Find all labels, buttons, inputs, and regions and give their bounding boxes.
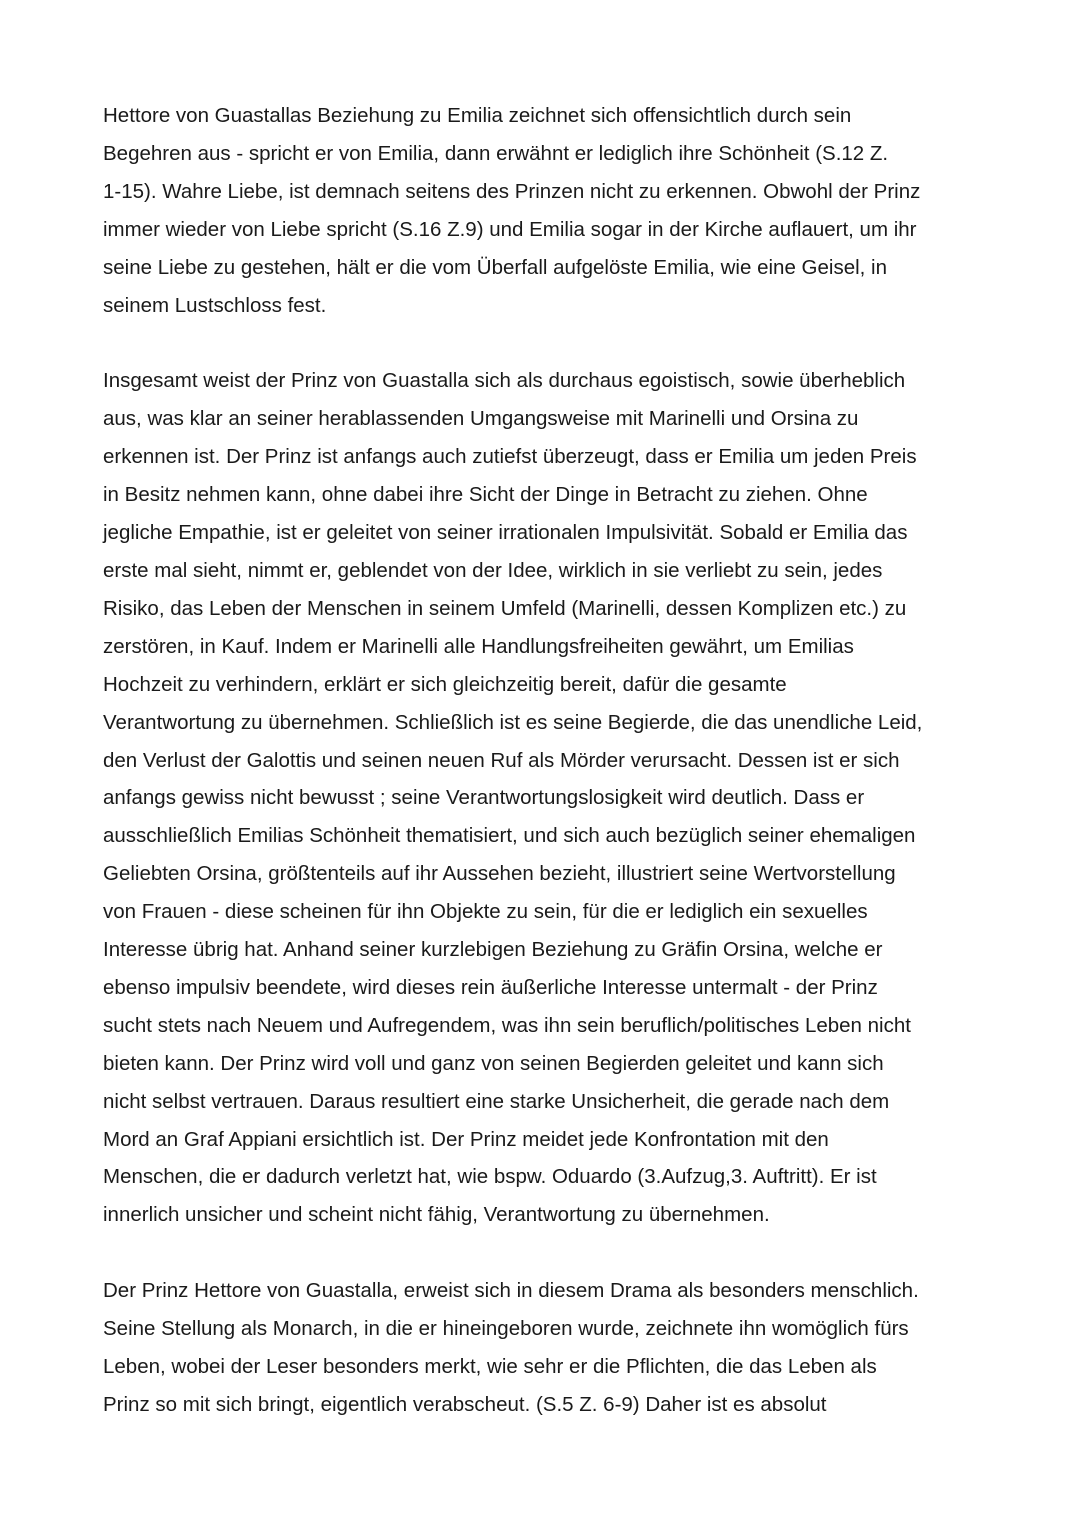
text-line: nicht selbst vertrauen. Daraus resultiert eine starke Unsicherheit, die gerade nach dem	[103, 1089, 890, 1113]
text-line: ausschließlich Emilias Schönheit thematisiert, und sich auch bezüglich seiner ehemaligen	[103, 824, 916, 848]
text-line: den Verlust der Galottis und seinen neuen Ruf als Mörder verursacht. Dessen ist er sich	[103, 748, 900, 772]
text-line: zerstören, in Kauf. Indem er Marinelli alle Handlungsfreiheiten gewährt, um Emilias	[103, 634, 854, 658]
text-line: bieten kann. Der Prinz wird voll und ganz von seinen Begierden geleitet und kann sich	[103, 1051, 884, 1075]
text-line: aus, was klar an seiner herablassenden Umgangsweise mit Marinelli und Orsina zu	[103, 407, 859, 431]
text-line: 1-15). Wahre Liebe, ist demnach seitens des Prinzen nicht zu erkennen. Obwohl der Prinz	[103, 179, 921, 203]
paragraph-1	[103, 97, 983, 324]
paragraph-spacer	[103, 324, 983, 362]
text-line: erkennen ist. Der Prinz ist anfangs auch zutiefst überzeugt, dass er Emilia um jeden Preis	[103, 445, 917, 469]
text-line: Leben, wobei der Leser besonders merkt, wie sehr er die Pflichten, die das Leben als	[103, 1355, 877, 1379]
text-line: Risiko, das Leben der Menschen in seinem Umfeld (Marinelli, dessen Komplizen etc.) zu	[103, 596, 907, 620]
paragraph-3	[103, 1272, 983, 1424]
text-line: Prinz so mit sich bringt, eigentlich verabscheut. (S.5 Z. 6-9) Daher ist es absolut	[103, 1393, 827, 1416]
text-line: erste mal sieht, nimmt er, geblendet von der Idee, wirklich in sie verliebt zu sein, jedes	[103, 558, 883, 582]
text-line: Interesse übrig hat. Anhand seiner kurzlebigen Beziehung zu Gräfin Orsina, welche er	[103, 938, 883, 962]
text-line: Begehren aus - spricht er von Emilia, dann erwähnt er lediglich ihre Schönheit (S.12 Z.	[103, 141, 889, 165]
text-line: Menschen, die er dadurch verletzt hat, wie bspw. Oduardo (3.Aufzug,3. Auftritt). Er ist	[103, 1165, 877, 1189]
document-body	[103, 97, 983, 1424]
text-line: Hettore von Guastallas Beziehung zu Emilia zeichnet sich offensichtlich durch sein	[103, 104, 852, 127]
text-line: jegliche Empathie, ist er geleitet von seiner irrationalen Impulsivität. Sobald er Emilia das	[103, 521, 908, 545]
text-line: immer wieder von Liebe spricht (S.16 Z.9) und Emilia sogar in der Kirche auflauert, um ihr	[103, 217, 917, 241]
text-line: anfangs gewiss nicht bewusst ; seine Verantwortungslosigkeit wird deutlich. Dass er	[103, 786, 865, 810]
text-line: Der Prinz Hettore von Guastalla, erweist sich in diesem Drama als besonders menschlich.	[103, 1279, 919, 1303]
text-line: sucht stets nach Neuem und Aufregendem, was ihn sein beruflich/politisches Leben nicht	[103, 1013, 911, 1037]
paragraph-2	[103, 362, 983, 1234]
text-line: seinem Lustschloss fest.	[103, 293, 327, 317]
text-line: Seine Stellung als Monarch, in die er hineingeboren wurde, zeichnete ihn womöglich fürs	[103, 1317, 909, 1341]
text-line: in Besitz nehmen kann, ohne dabei ihre Sicht der Dinge in Betracht zu ziehen. Ohne	[103, 483, 868, 507]
text-line: Insgesamt weist der Prinz von Guastalla sich als durchaus egoistisch, sowie überheblich	[103, 369, 906, 393]
text-line: ebenso impulsiv beendete, wird dieses rein äußerliche Interesse untermalt - der Prinz	[103, 975, 878, 999]
text-line: von Frauen - diese scheinen für ihn Objekte zu sein, für die er lediglich ein sexuelles	[103, 900, 868, 924]
text-line: innerlich unsicher und scheint nicht fähig, Verantwortung zu übernehmen.	[103, 1203, 770, 1227]
text-line: Hochzeit zu verhindern, erklärt er sich gleichzeitig bereit, dafür die gesamte	[103, 672, 787, 696]
text-line: Mord an Graf Appiani ersichtlich ist. Der Prinz meidet jede Konfrontation mit den	[103, 1127, 829, 1151]
text-line: seine Liebe zu gestehen, hält er die vom Überfall aufgelöste Emilia, wie eine Geisel, in	[103, 255, 887, 279]
text-line: Geliebten Orsina, größtenteils auf ihr Aussehen bezieht, illustriert seine Wertvorstellung	[103, 862, 896, 886]
text-line: Verantwortung zu übernehmen. Schließlich ist es seine Begierde, die das unendliche Leid,	[103, 710, 923, 734]
paragraph-spacer	[103, 1234, 983, 1272]
